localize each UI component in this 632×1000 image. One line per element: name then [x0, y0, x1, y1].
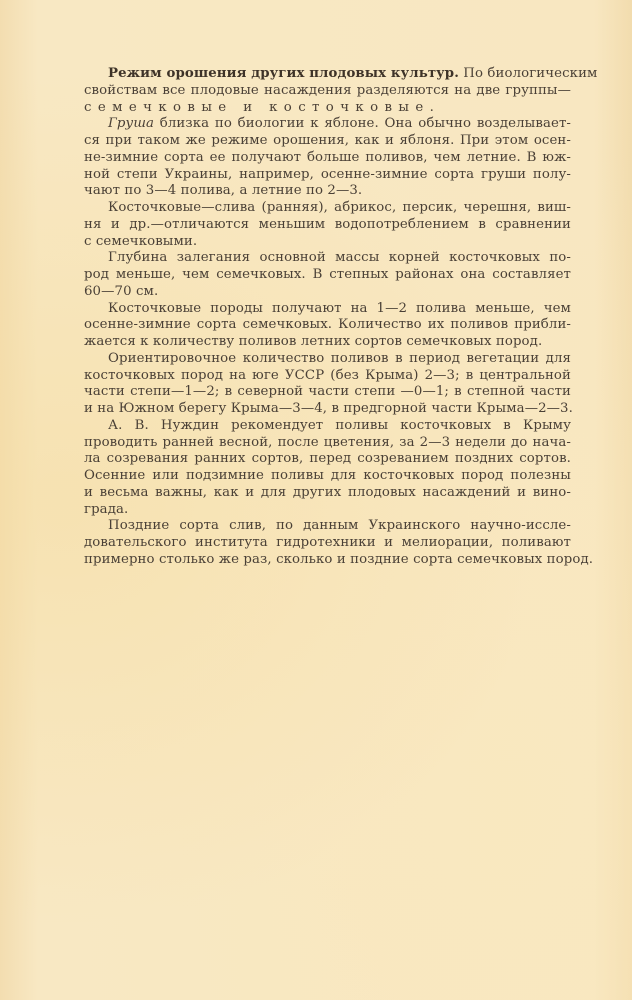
paragraph-late-plums	[84, 518, 594, 568]
italic-term: Груша	[108, 116, 155, 132]
text-line: проводить ранней весной, после цветения, за 2—3 недели до нача-	[84, 434, 571, 450]
text-line: чают по 3—4 полива, а летние по 2—3.	[84, 183, 363, 199]
paragraph-stone-irrigation-count	[84, 301, 571, 351]
text-line: ся при таком же режиме орошения, как и яблоня. При этом осен-	[84, 133, 571, 148]
paragraph-nuzhdin-recommendation	[84, 418, 571, 519]
text-line	[84, 116, 571, 133]
text-line: и весьма важны, как и для других плодовых насаждений и вино-	[84, 484, 571, 500]
text-line: с семечковыми.	[84, 233, 198, 249]
text-line: род меньше, чем семечковых. В степных районах она составляет	[84, 267, 571, 282]
spaced-emphasis-line: семечковые и косточковые.	[84, 99, 441, 115]
text-line: града.	[84, 501, 129, 517]
section-heading: Режим орошения других плодовых культур.	[108, 66, 459, 81]
text-line: не-зимние сорта ее получают больше поливов, чем летние. В юж-	[84, 149, 571, 165]
text-line: жается к количеству поливов летних сортов семечковых пород.	[84, 334, 543, 349]
paragraph-root-depth	[84, 250, 571, 300]
text-line: косточковых пород на юге УССР (без Крыма) 2—3; в центральной	[84, 367, 571, 383]
paragraph-pear	[84, 116, 571, 200]
text-line: Осенние или подзимние поливы для косточковых пород полезны	[84, 468, 571, 483]
text-line: 60—70 см.	[84, 283, 159, 299]
text-line: ня и др.—отличаются меньшим водопотреблением в сравнении	[84, 216, 571, 232]
text-line: Косточковые—слива (ранняя), абрикос, персик, черешня, виш-	[108, 200, 571, 215]
text-line: свойствам все плодовые насаждения разделяются на две группы—	[84, 82, 571, 98]
text-line	[84, 66, 598, 83]
text-line: ной степи Украины, например, осенне-зимние сорта груши полу-	[84, 166, 571, 182]
page-body	[84, 66, 598, 569]
text-line: и на Южном берегу Крыма—3—4, в предгорной части Крыма—2—3.	[84, 401, 573, 416]
text-line: Поздние сорта слив, по данным Украинского научно-иссле-	[108, 518, 571, 534]
text-fragment: близка по биологии к яблоне. Она обычно возделывает-	[154, 116, 571, 132]
text-line: Глубина залегания основной массы корней косточковых по-	[108, 250, 571, 266]
text-line: части степи—1—2; в северной части степи —0—1; в степной части	[84, 384, 571, 400]
paragraph-irrigation-regime	[84, 66, 598, 116]
text-line: А. В. Нуждин рекомендует поливы косточковых в Крыму	[108, 417, 571, 433]
text-line: довательского института гидротехники и мелиорации, поливают	[84, 535, 571, 550]
text-line: Ориентировочное количество поливов в период вегетации для	[108, 350, 571, 366]
text-line: Косточковые породы получают на 1—2 полива меньше, чем	[108, 300, 571, 316]
text-fragment: По биологическим	[458, 66, 598, 81]
text-line: примерно столько же раз, сколько и поздние сорта семечковых пород.	[84, 551, 594, 567]
text-line: ла созревания ранних сортов, перед созреванием поздних сортов.	[84, 451, 571, 467]
paragraph-stone-fruits	[84, 200, 571, 250]
text-line: осенне-зимние сорта семечковых. Количество их поливов прибли-	[84, 317, 571, 333]
paragraph-regional-counts	[84, 351, 571, 418]
